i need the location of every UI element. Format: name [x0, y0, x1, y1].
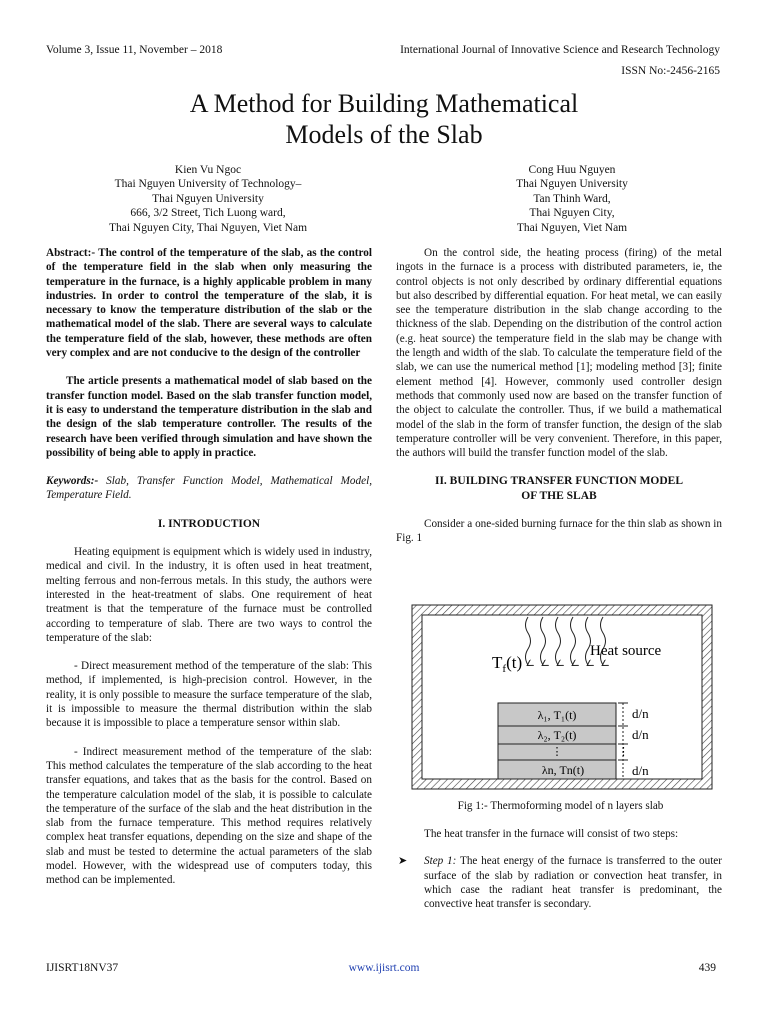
- thickness-label-1: d/n: [632, 706, 649, 721]
- header-journal: International Journal of Innovative Science and Research Technology: [400, 44, 720, 56]
- section-heading-introduction: I. INTRODUCTION: [157, 517, 261, 530]
- section-heading-line-1: II. BUILDING TRANSFER FUNCTION MODEL: [434, 475, 684, 488]
- right-column-lower: [396, 827, 722, 911]
- author-address: Thai Nguyen City,: [529, 207, 615, 220]
- furnace-svg: [398, 595, 723, 795]
- layer-2-label: λ₂, T₂(t): [537, 728, 577, 742]
- figure-caption: Fig 1:- Thermoforming model of n layers slab: [457, 800, 664, 812]
- furnace-temperature-label: $T_f(t)$: [492, 653, 523, 675]
- control-paragraph: On the control side, the heating process (firing) of the metal ingots in the furnace is a process with distributed parameters, ie, the control objects is not only described by ordinary differential equations but also described by differential equation. For heat metal, we can easily see the temperature distribution in the slab change according to the thickness of the slab. Depending on the distribution of the control action (e.g. heat source) the temperature field in the slab may be change with the length and width of the slab. To calculate the temperature field of the slab, we can use the numerical method [1]; modeling method [3]; finite element method [4]. However, commonly used controller design methods that commonly used now are based on the transfer function of the object to calculate the controller. Thus, if we build a mathematical model of the slab in the form of transfer function, the design of the slab temperature controller will be very convenient. Therefore, in this paper, the authors will build the transfer function model of the slab.: [396, 247, 722, 460]
- layer-dots: ⋮: [551, 746, 563, 758]
- author-affiliation: Thai Nguyen University of Technology–: [114, 178, 302, 191]
- footer-page-number: 439: [698, 962, 716, 974]
- furnace-paragraph: Consider a one-sided burning furnace for the thin slab as shown in Fig. 1: [396, 518, 722, 545]
- header-issn: ISSN No:-2456-2165: [621, 65, 720, 77]
- author-affiliation: Thai Nguyen University: [152, 192, 264, 205]
- thickness-dots: ⋮: [618, 746, 629, 758]
- heat-transfer-paragraph: The heat transfer in the furnace will consist of two steps:: [424, 828, 679, 840]
- author-address: Tan Thinh Ward,: [533, 192, 611, 205]
- heat-source-label: Heat source: [590, 643, 662, 659]
- author-affiliation: Thai Nguyen University: [516, 178, 628, 191]
- title-line-2: Models of the Slab: [285, 120, 483, 149]
- layer-n-label: λn, Tn(t): [541, 763, 585, 777]
- author-address: 666, 3/2 Street, Tich Luong ward,: [130, 207, 286, 220]
- section-heading-building-model: [396, 474, 722, 503]
- intro-paragraph-2: - Direct measurement method of the temperature of the slab: This method, if implemented, is high-precision control. However, in the reality, it is only possible to measure the surface temperature of the slab, it is impossible to measure the thermal distribution within the slab because it is impossible to place a temperature sensor within slab.: [46, 660, 372, 730]
- title-line-1: A Method for Building Mathematical: [189, 89, 579, 118]
- step-1-text: [424, 854, 722, 911]
- step-1-item: [396, 854, 722, 911]
- section-heading-line-2: OF THE SLAB: [521, 489, 597, 502]
- layer-1-label: λ₁, T₁(t): [537, 708, 577, 722]
- keywords: [46, 474, 372, 503]
- abstract-paragraph-2: The article presents a mathematical model of slab based on the transfer function model. Based on the slab transfer function model, it is easy to understand the temperature distribution in the slab and the design of the slab temperature controller. The results of the research have been verified through simulation and have shown the possibility of being able to apply in practice.: [46, 375, 372, 459]
- thickness-label-2: d/n: [632, 727, 649, 742]
- arrow-bullet-icon: ➤: [398, 855, 408, 868]
- keywords-text: Slab, Transfer Function Model, Mathematical Model, Temperature Field.: [46, 475, 372, 502]
- author-name: Kien Vu Ngoc: [174, 164, 242, 176]
- author-address: Thai Nguyen City, Thai Nguyen, Viet Nam: [108, 221, 308, 234]
- author-name: Cong Huu Nguyen: [528, 164, 616, 176]
- step-1-label: Step 1:: [424, 855, 457, 868]
- intro-paragraph-3: - Indirect measurement method of the temperature of the slab: This method calculates the temperature of the slab according to the heat transfer equations, and takes that as the basis for the control. Based on the temperature calculation model of the slab, it is possible to calculate the temperature of the surface of the slab and the heat distribution in the slab from the furnace temperature. This method requires relatively complex heat transfer equations, depending on the size and shape of the slab and must be tested to determine the actual parameters of the slab model. However, with the widespread use of computers today, this method can be implemented.: [46, 745, 372, 887]
- author-block-2: [432, 163, 712, 235]
- footer-id: IJISRT18NV37: [46, 962, 119, 974]
- figure-furnace-diagram: [398, 595, 723, 795]
- intro-paragraph-1: Heating equipment is equipment which is widely used in industry, medical and civil. In the industry, it is often used in heat treatment, melting ferrous and non-ferrous metals. In this study, the authors were interested in the heat-treatment of slabs. One requirement of heat treatment is that the temperature of the furnace must be controlled according to temperature of slab. There are two ways to control the temperature of the slab:: [46, 546, 372, 644]
- right-column: [396, 246, 722, 546]
- abstract-paragraph: Abstract:- The control of the temperature of the slab, as the control of the temperature field in the slab when only measuring the temperature in the furnace, is a highly applicable problem in many industries. In order to control the temperature of the slab, it is necessary to know the temperature distribution of the slab or the mathematical model of the slab. There are several ways to calculate the temperature field of the slab, however, these methods are often very complex and are not conducive to the design of the controller: [46, 247, 372, 360]
- header-volume: Volume 3, Issue 11, November – 2018: [46, 44, 223, 56]
- thickness-label-n: d/n: [632, 763, 649, 778]
- step-1-body: The heat energy of the furnace is transferred to the outer surface of the slab by radiation or convection heat transfer, in which case the radiant heat transfer is predominant, the convective heat transfer is secondary.: [424, 855, 722, 911]
- footer-website-link[interactable]: www.ijisrt.com: [348, 962, 420, 974]
- author-address: Thai Nguyen, Viet Nam: [516, 221, 628, 234]
- keywords-label: Keywords:-: [46, 475, 99, 488]
- author-block-1: [68, 163, 348, 235]
- paper-title: [0, 88, 768, 150]
- left-column: [46, 246, 372, 888]
